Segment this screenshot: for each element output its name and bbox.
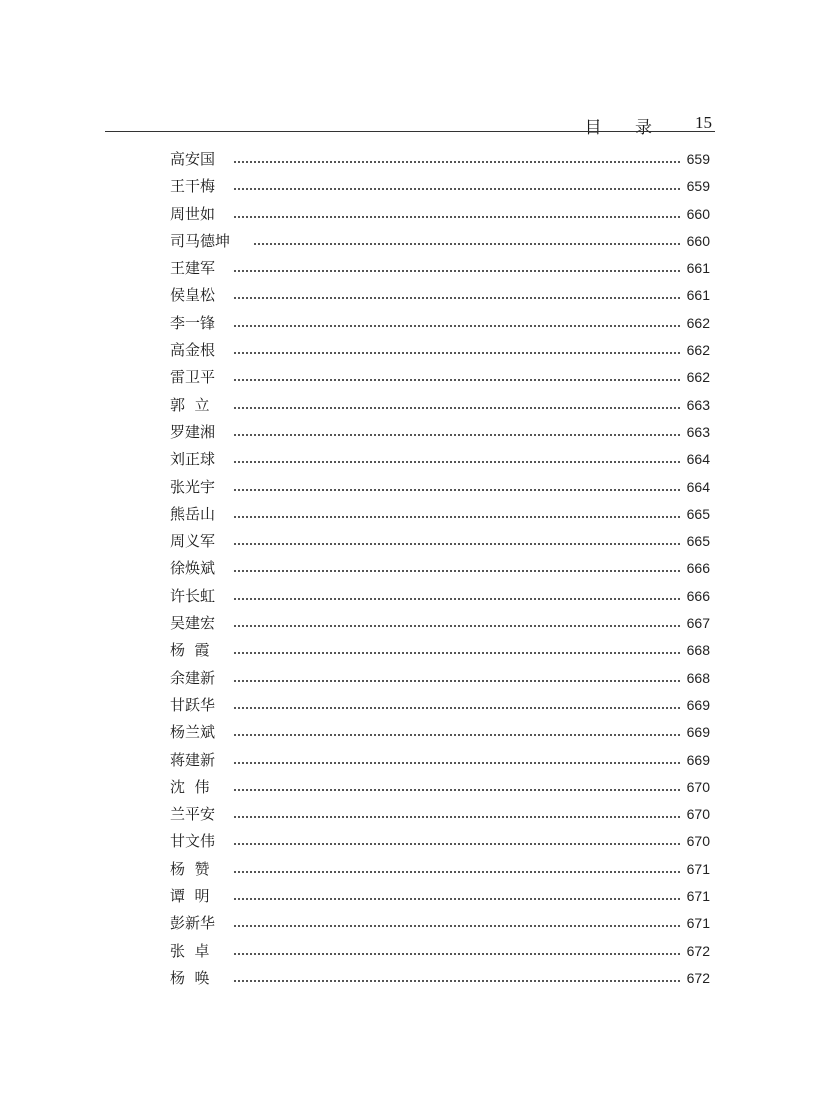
dot-leader — [234, 461, 680, 463]
toc-entry[interactable] — [170, 583, 710, 610]
toc-entry-page: 665 — [686, 505, 710, 522]
dot-leader — [234, 707, 680, 709]
dot-leader — [234, 270, 680, 272]
page-header — [105, 110, 714, 138]
toc-entry-name: 徐焕斌 — [170, 555, 219, 582]
dot-leader — [234, 625, 680, 627]
toc-entry[interactable] — [170, 392, 710, 419]
toc-entry[interactable] — [170, 719, 710, 746]
toc-entry-page: 659 — [686, 151, 710, 167]
toc-entry-name: 余建新 — [170, 665, 219, 692]
toc-entry-page: 666 — [686, 560, 710, 577]
toc-entry-name: 甘跃华 — [170, 692, 219, 719]
toc-entry-name: 兰平安 — [170, 801, 219, 828]
toc-entry[interactable] — [170, 637, 710, 664]
dot-leader — [234, 734, 680, 736]
toc-entry[interactable] — [170, 692, 710, 719]
toc-entry-name: 刘正球 — [170, 446, 219, 473]
dot-leader — [234, 816, 680, 818]
toc-entry-name: 张光宇 — [170, 474, 219, 501]
toc-entry-page: 664 — [686, 451, 710, 468]
toc-entry-page: 661 — [686, 287, 710, 304]
toc-entry-page: 668 — [686, 669, 710, 686]
toc-entry-name: 杨兰斌 — [170, 719, 219, 746]
toc-entry[interactable] — [170, 856, 710, 883]
dot-leader — [234, 161, 680, 163]
toc-entry[interactable] — [170, 883, 710, 910]
toc-entry-page: 662 — [686, 314, 710, 331]
toc-entry-page: 663 — [686, 423, 710, 440]
toc-entry-page: 671 — [686, 915, 710, 932]
toc-entry-page: 662 — [686, 369, 710, 386]
dot-leader — [234, 297, 680, 299]
toc-entry[interactable] — [170, 201, 710, 228]
toc-entry-name: 王建军 — [170, 255, 219, 282]
table-of-contents — [170, 146, 710, 992]
header-rule — [105, 131, 715, 132]
toc-entry-name: 熊岳山 — [170, 501, 219, 528]
toc-entry-page: 668 — [686, 642, 710, 659]
toc-entry-page: 670 — [686, 833, 710, 850]
dot-leader — [234, 925, 680, 927]
toc-entry[interactable] — [170, 310, 710, 337]
toc-entry-name: 高安国 — [170, 146, 219, 173]
toc-entry-page: 670 — [686, 806, 710, 823]
toc-entry-name: 杨 赞 — [170, 856, 214, 883]
dot-leader — [234, 843, 680, 845]
dot-leader — [234, 570, 680, 572]
page-title: 目 录 — [584, 118, 666, 138]
dot-leader — [254, 243, 680, 245]
toc-entry-name: 雷卫平 — [170, 364, 219, 391]
toc-entry-page: 660 — [686, 232, 710, 249]
toc-entry[interactable] — [170, 801, 710, 828]
toc-entry[interactable] — [170, 255, 710, 282]
toc-entry[interactable] — [170, 501, 710, 528]
dot-leader — [234, 762, 680, 764]
toc-entry-page: 662 — [686, 342, 710, 359]
toc-entry-name: 沈 伟 — [170, 774, 214, 801]
toc-entry-page: 663 — [686, 396, 710, 413]
toc-entry[interactable] — [170, 446, 710, 473]
toc-entry[interactable] — [170, 228, 710, 255]
toc-entry-page: 667 — [686, 615, 710, 632]
dot-leader — [234, 953, 680, 955]
dot-leader — [234, 489, 680, 491]
toc-entry[interactable] — [170, 747, 710, 774]
toc-entry-name: 罗建湘 — [170, 419, 219, 446]
toc-entry-name: 张 卓 — [170, 938, 214, 965]
dot-leader — [234, 434, 680, 436]
toc-entry[interactable] — [170, 555, 710, 582]
dot-leader — [234, 216, 680, 218]
dot-leader — [234, 898, 680, 900]
toc-entry[interactable] — [170, 419, 710, 446]
toc-entry[interactable] — [170, 173, 710, 200]
toc-entry-name: 王干梅 — [170, 173, 219, 200]
toc-entry[interactable] — [170, 774, 710, 801]
toc-entry[interactable] — [170, 282, 710, 309]
dot-leader — [234, 352, 680, 354]
toc-entry-name: 谭 明 — [170, 883, 214, 910]
dot-leader — [234, 325, 680, 327]
toc-entry-name: 李一锋 — [170, 310, 219, 337]
dot-leader — [234, 871, 680, 873]
toc-entry-page: 669 — [686, 696, 710, 713]
toc-entry[interactable] — [170, 610, 710, 637]
toc-entry[interactable] — [170, 364, 710, 391]
toc-entry[interactable] — [170, 337, 710, 364]
dot-leader — [234, 543, 680, 545]
toc-entry-name: 彭新华 — [170, 910, 219, 937]
toc-entry-page: 671 — [686, 860, 710, 877]
toc-entry-name: 许长虹 — [170, 583, 219, 610]
dot-leader — [234, 516, 680, 518]
toc-entry-page: 665 — [686, 533, 710, 550]
toc-entry-page: 671 — [686, 888, 710, 905]
toc-entry[interactable] — [170, 938, 710, 965]
dot-leader — [234, 652, 680, 654]
toc-entry-page: 672 — [686, 942, 710, 959]
toc-entry[interactable] — [170, 474, 710, 501]
toc-entry-name: 周世如 — [170, 201, 219, 228]
toc-entry-page: 659 — [686, 178, 710, 195]
toc-entry[interactable] — [170, 528, 710, 555]
toc-entry[interactable] — [170, 828, 710, 855]
toc-entry-name: 杨 霞 — [170, 637, 214, 664]
toc-entry-name: 吴建宏 — [170, 610, 219, 637]
dot-leader — [234, 598, 680, 600]
toc-entry-name: 侯皇松 — [170, 282, 219, 309]
dot-leader — [234, 680, 680, 682]
toc-entry-page: 669 — [686, 751, 710, 768]
toc-entry[interactable] — [170, 965, 710, 992]
dot-leader — [234, 789, 680, 791]
dot-leader — [234, 188, 680, 190]
toc-entry[interactable] — [170, 910, 710, 937]
toc-entry[interactable] — [170, 665, 710, 692]
toc-entry-name: 杨 唤 — [170, 965, 214, 992]
toc-entry[interactable] — [170, 146, 710, 173]
toc-entry-name: 司马德坤 — [170, 228, 234, 255]
page-number: 15 — [695, 113, 712, 132]
toc-entry-page: 661 — [686, 260, 710, 277]
toc-entry-name: 蒋建新 — [170, 747, 219, 774]
toc-entry-name: 高金根 — [170, 337, 219, 364]
toc-entry-page: 669 — [686, 724, 710, 741]
dot-leader — [234, 407, 680, 409]
toc-entry-page: 670 — [686, 778, 710, 795]
toc-entry-page: 664 — [686, 478, 710, 495]
dot-leader — [234, 980, 680, 982]
toc-entry-page: 660 — [686, 205, 710, 222]
dot-leader — [234, 379, 680, 381]
toc-entry-name: 甘文伟 — [170, 828, 219, 855]
toc-entry-page: 666 — [686, 587, 710, 604]
toc-entry-name: 周义军 — [170, 528, 219, 555]
toc-entry-name: 郭 立 — [170, 392, 214, 419]
toc-entry-page: 672 — [686, 969, 710, 986]
